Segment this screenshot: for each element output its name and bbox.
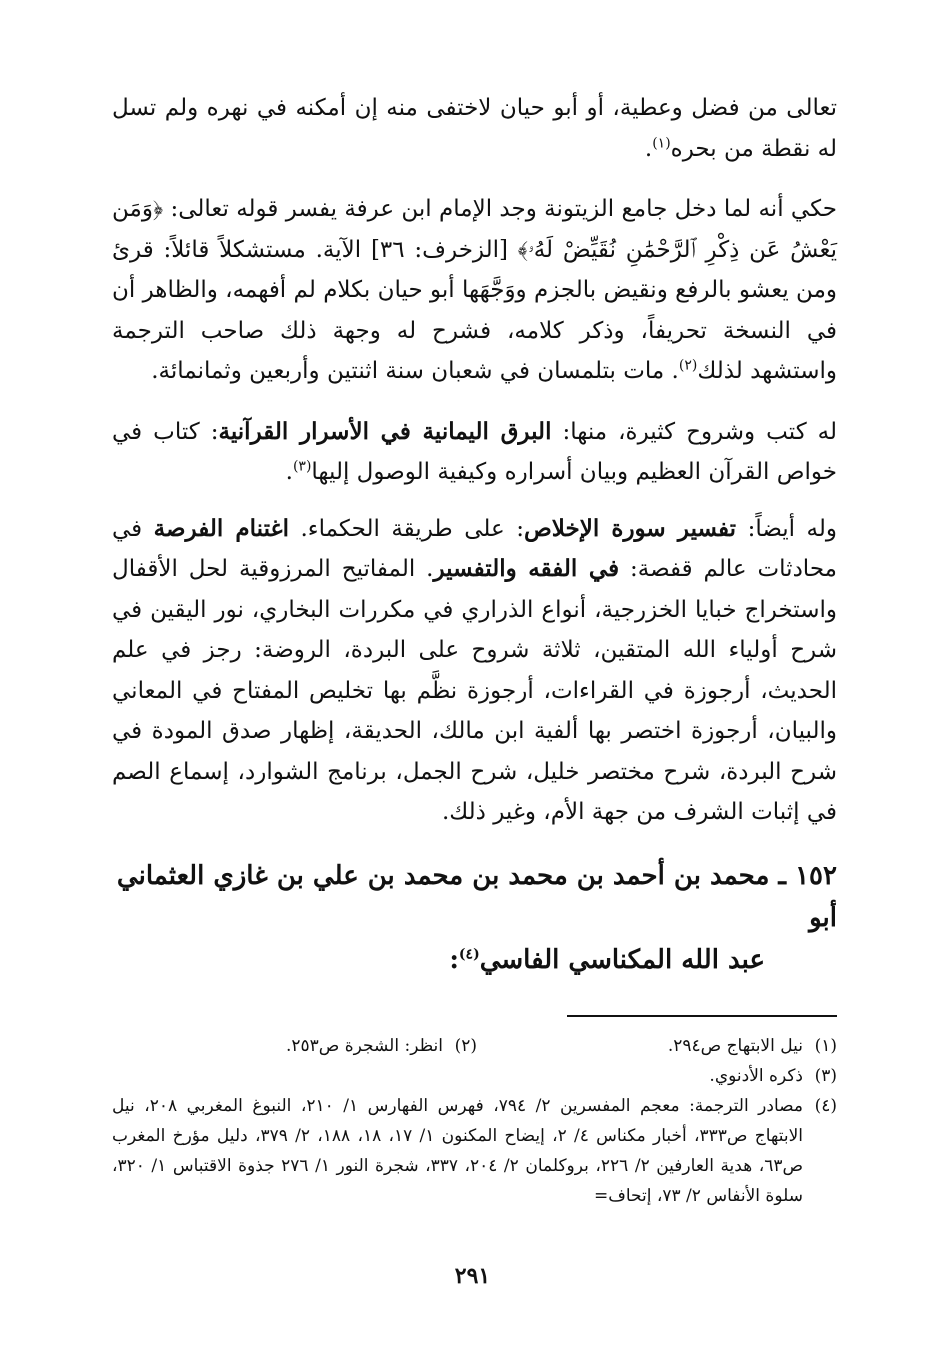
footnote-text: مصادر الترجمة: معجم المفسرين ٢/ ٧٩٤، فهرس الفهارس ١/ ٢١٠، النبوغ المغربي ٢٠٨، نيل الابتهاج ص٣٣٣، أخبار مكناس ٤/ ٢، إيضاح المكنون ١/ ١٧، ١٨، ١٨٨، ٢/ ٣٧٩، دليل مؤرخ المغرب ص٦٣، هدية العارفين ٢/ ٢٢٦، بروكلمان ٢/ ٢٠٤، ٣٣٧، شجرة النور ١/ ٢٧٦ جذوة الاقتباس ١/ ٣٢٠، سلوة الأنفاس ٢/ ٧٣، إتحاف= xyxy=(112,1095,804,1206)
book-title: تفسير سورة الإخلاص xyxy=(523,514,737,542)
footnote-ref: (٢) xyxy=(678,357,698,374)
entry-heading-name: عبد الله المكناسي الفاسي xyxy=(479,944,765,975)
footnote-ref: (٤) xyxy=(458,945,480,962)
paragraph-text: تعالى من فضل وعطية، أو أبو حيان لاختفى منه إن أمكنه في نهره ولم تسل له نقطة من بحره xyxy=(112,95,837,162)
punctuation: : xyxy=(449,944,459,975)
footnote-text: انظر: الشجرة ص٢٥٣. xyxy=(285,1035,443,1056)
footnote-4 xyxy=(112,1091,837,1211)
book-title: البرق اليمانية في الأسرار القرآنية xyxy=(218,417,552,445)
paragraph-works xyxy=(112,412,837,493)
paragraph-text: . المفاتيح المرزوقية لحل الأقفال واستخراج خبايا الخزرجية، أنواع الذراري في مكررات البخاري، نور اليقين في شرح أولياء الله المتقين، ثلاثة شروح على البردة، الروضة: رجز في علم الحديث، أرجوزة في القراءات، أرجوزة نظَّم بها تخليص المفتاح في المعاني والبيان، أرجوزة اختصر بها ألفية ابن مالك، الحديقة، إظهار صدق المودة في شرح البردة، شرح مختصر خليل، شرح الجمل، برنامج الشوارد، إسماع الصم في إثبات الشرف من جهة الأم، وغير ذلك. xyxy=(112,556,837,825)
entry-heading-line1: ١٥٢ ـ محمد بن أحمد بن محمد بن محمد بن علي بن غازي العثماني أبو xyxy=(116,860,837,933)
paragraph-works-list xyxy=(112,509,837,833)
footnote-text: نيل الابتهاج ص٢٩٤. xyxy=(667,1035,803,1056)
paragraph-text: [الزخرف: ٣٦] الآية. مستشكلاً قائلاً: قرئ ومن يعشو بالرفع ونقيض بالجزم ووَجَّهَها أبو حيان بكلام لم أفهمه، والظاهر أن في النسخة تحريفاً، وذكر كلامه، فشرح له وجهة ذلك صاحب الترجمة واستشهد لذلك xyxy=(112,236,837,384)
paragraph-anecdote xyxy=(112,189,837,392)
footnote-divider xyxy=(567,1015,837,1017)
footnote-text: ذكره الأدنوي. xyxy=(709,1065,803,1086)
paragraph-text: . مات بتلمسان في شعبان سنة اثنتين وأربعين وثمانمائة. xyxy=(151,358,679,384)
entry-heading xyxy=(112,855,837,981)
footnote-number: (٢) xyxy=(454,1035,477,1056)
entry-heading-line2 xyxy=(112,939,837,981)
footnote-ref: (٣) xyxy=(292,458,312,475)
paragraph-continuation xyxy=(112,88,837,169)
book-title: اغتنام الفرصة xyxy=(153,514,289,542)
punctuation: . xyxy=(285,459,293,485)
footnote-number: (٤) xyxy=(814,1095,837,1116)
paragraph-text: حكي أنه لما دخل جامع الزيتونة وجد الإمام ابن عرفة يفسر قوله تعالى: xyxy=(163,196,837,222)
footnote-ref: (١) xyxy=(652,134,671,151)
paragraph-text: في محادثات عالم قفصة: xyxy=(112,515,837,582)
page-number: ٢٩١ xyxy=(454,1263,491,1289)
punctuation: . xyxy=(644,135,653,162)
footnote-3 xyxy=(112,1061,837,1091)
paragraph-text: : كتاب في خواص القرآن العظيم وبيان أسراره وكيفية الوصول إليها xyxy=(112,418,837,485)
footnote-row xyxy=(112,1031,837,1061)
paragraph-text: وله أيضاً: xyxy=(736,515,837,542)
footnote-2 xyxy=(117,1031,477,1061)
footnote-number: (٣) xyxy=(814,1065,837,1086)
paragraph-text: له كتب وشروح كثيرة، منها: xyxy=(551,418,837,445)
book-title: في الفقه والتفسير xyxy=(433,555,620,582)
footnote-1 xyxy=(477,1031,837,1061)
paragraph-text: : على طريقة الحكماء. xyxy=(288,515,524,542)
footnote-number: (١) xyxy=(814,1035,837,1056)
quran-verse: ﴿وَمَن يَعْشُ عَن ذِكْرِ ٱلرَّحْمَٰنِ نُقَيِّضْ لَهُۥ﴾ xyxy=(112,196,837,263)
